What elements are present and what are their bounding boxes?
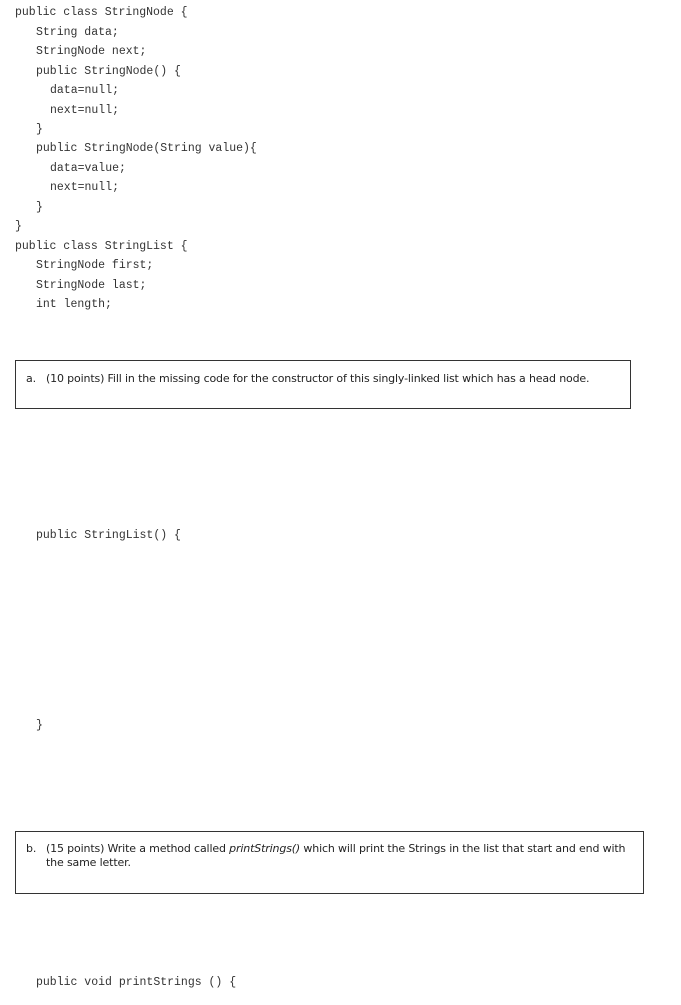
question-b-text-before: (15 points) Write a method called — [46, 842, 230, 855]
question-b-box — [15, 831, 644, 894]
constructor-stub-close: } — [36, 719, 43, 732]
code-line: data=null; — [50, 84, 120, 97]
code-line: data=value; — [50, 162, 126, 175]
code-line: } — [36, 123, 43, 136]
question-b — [26, 842, 636, 874]
question-b-line1 — [46, 842, 625, 856]
question-a — [26, 372, 616, 388]
code-line: int length; — [36, 298, 112, 311]
code-line: } — [36, 201, 43, 214]
method-name: printStrings() — [229, 842, 301, 855]
code-line: public StringNode() { — [36, 65, 181, 78]
question-a-label: a. — [26, 372, 36, 385]
code-line: public class StringList { — [15, 240, 188, 253]
constructor-stub-open: public StringList() { — [36, 529, 181, 542]
code-line: next=null; — [50, 181, 120, 194]
code-line: StringNode next; — [36, 45, 147, 58]
code-line: next=null; — [50, 104, 120, 117]
code-line: } — [15, 220, 22, 233]
method-stub-open: public void printStrings () { — [36, 976, 237, 989]
question-b-line2: the same letter. — [46, 856, 131, 869]
code-line: public StringNode(String value){ — [36, 142, 257, 155]
question-a-text: (10 points) Fill in the missing code for the constructor of this singly-linked list which has a head node. — [46, 372, 590, 385]
question-a-box — [15, 360, 631, 409]
code-line: String data; — [36, 26, 119, 39]
question-b-text-after: which will print the Strings in the list that start and end with — [300, 842, 626, 855]
code-line: public class StringNode { — [15, 6, 188, 19]
code-line: StringNode first; — [36, 259, 154, 272]
code-line: StringNode last; — [36, 279, 147, 292]
question-b-label: b. — [26, 842, 37, 855]
